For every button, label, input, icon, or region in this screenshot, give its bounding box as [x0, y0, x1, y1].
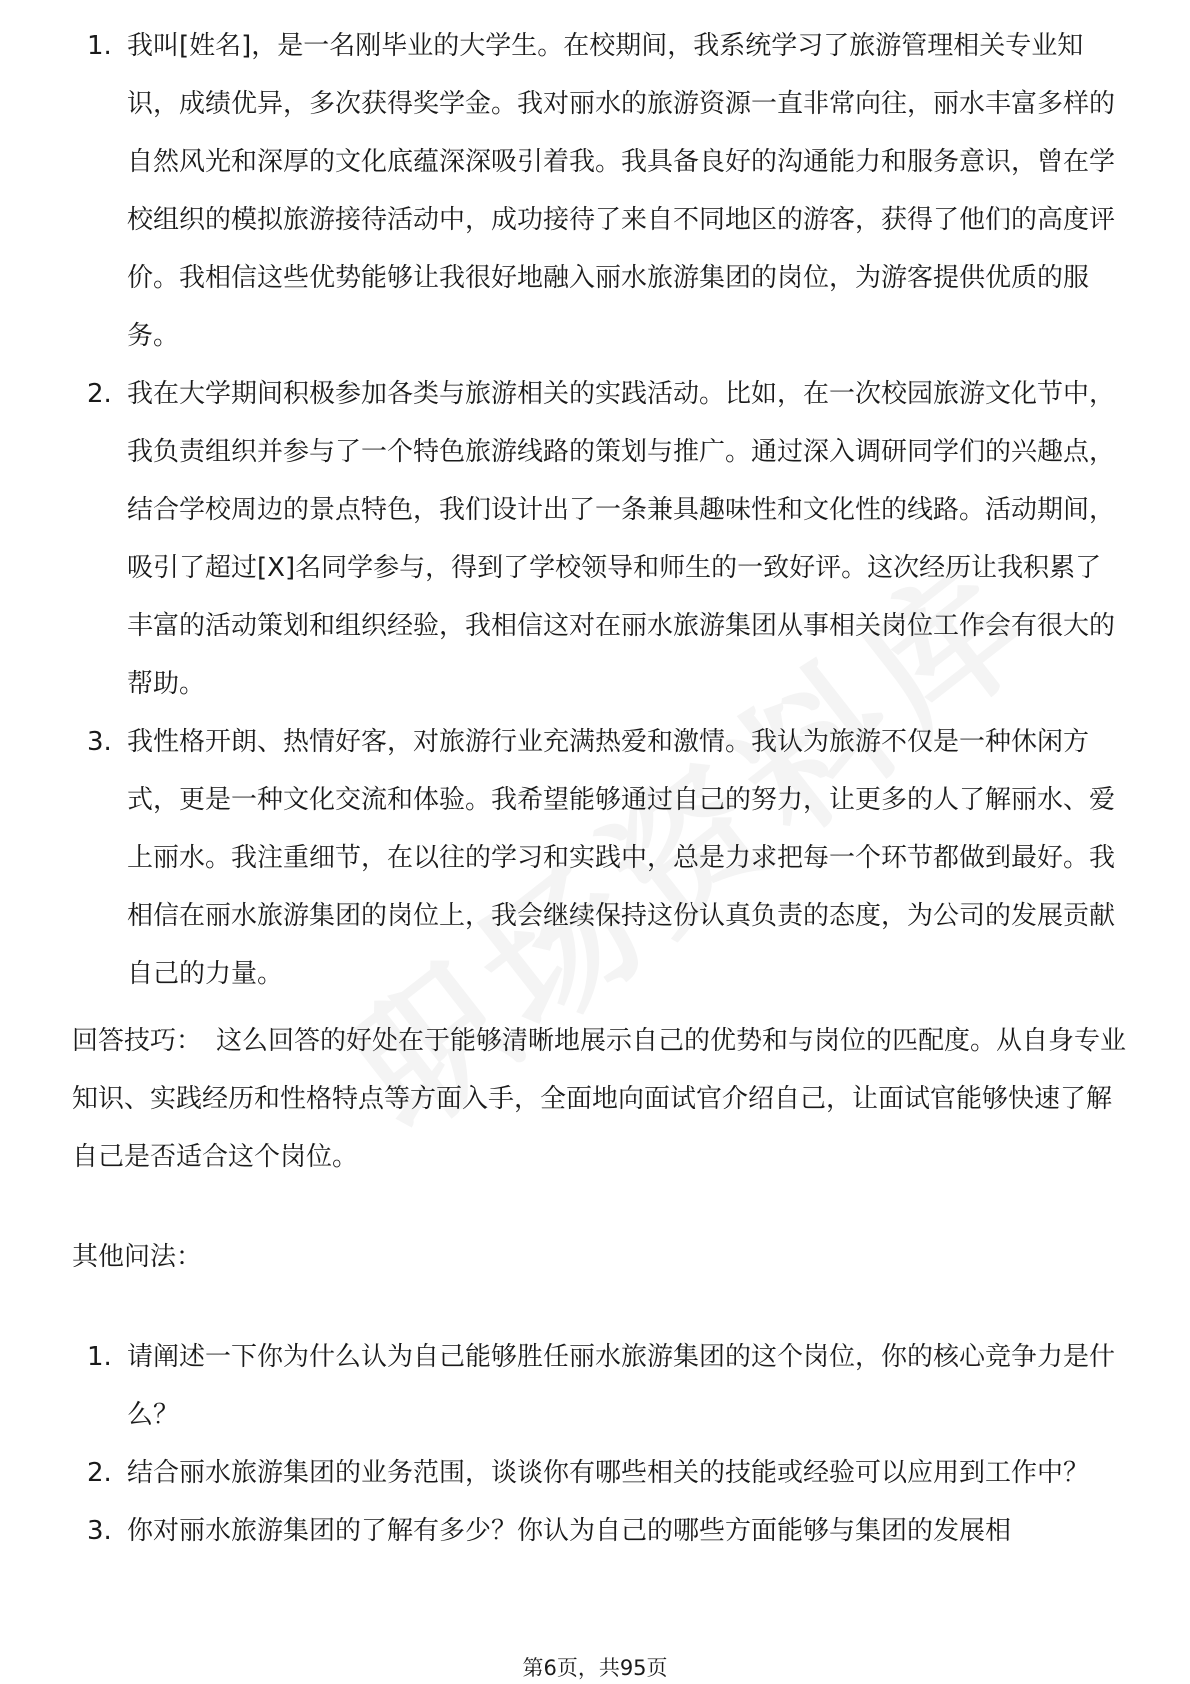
tips-label: 回答技巧：	[72, 1026, 203, 1056]
other-questions-list	[72, 1328, 1122, 1560]
tips-text: 这么回答的好处在于能够清晰地展示自己的优势和与岗位的匹配度。从自身专业知识、实践经历和性格特点等方面入手，全面地向面试官介绍自己，让面试官能够快速了解自己是否适合这个岗位。	[72, 1026, 1127, 1172]
list-text: 我性格开朗、热情好客，对旅游行业充满热爱和激情。我认为旅游不仅是一种休闲方式，更是一种文化交流和体验。我希望能够通过自己的努力，让更多的人了解丽水、爱上丽水。我注重细节，在以往的学习和实践中，总是力求把每一个环节都做到最好。我相信在丽水旅游集团的岗位上，我会继续保持这份认真负责的态度，为公司的发展贡献自己的力量。	[127, 727, 1116, 989]
list-item	[72, 17, 1122, 365]
list-text: 我在大学期间积极参加各类与旅游相关的实践活动。比如，在一次校园旅游文化节中，我负责组织并参与了一个特色旅游线路的策划与推广。通过深入调研同学们的兴趣点，结合学校周边的景点特色，我们设计出了一条兼具趣味性和文化性的线路。活动期间，吸引了超过[X]名同学参与，得到了学校领导和师生的一致好评。这次经历让我积累了丰富的活动策划和组织经验，我相信这对在丽水旅游集团从事相关岗位工作会有很大的帮助。	[127, 379, 1116, 699]
list-text: 你对丽水旅游集团的了解有多少？你认为自己的哪些方面能够与集团的发展相	[127, 1516, 1012, 1546]
list-item	[72, 365, 1122, 713]
list-number: 2.	[87, 1458, 112, 1488]
list-item	[72, 1328, 1122, 1444]
list-number: 2.	[87, 379, 112, 409]
list-text: 请阐述一下你为什么认为自己能够胜任丽水旅游集团的这个岗位，你的核心竞争力是什么？	[127, 1342, 1116, 1430]
other-questions-heading: 其他问法：	[72, 1242, 203, 1272]
list-number: 3.	[87, 1516, 112, 1546]
list-number: 1.	[87, 31, 112, 61]
answer-list	[72, 17, 1122, 1003]
list-item	[72, 1444, 1122, 1502]
answer-tips	[72, 1012, 1132, 1186]
list-item	[72, 713, 1122, 1003]
page-footer: 第6页，共95页	[522, 1656, 668, 1680]
list-number: 3.	[87, 727, 112, 757]
list-number: 1.	[87, 1342, 112, 1372]
list-item	[72, 1502, 1122, 1560]
list-text: 结合丽水旅游集团的业务范围，谈谈你有哪些相关的技能或经验可以应用到工作中？	[127, 1458, 1090, 1488]
list-text: 我叫[姓名]，是一名刚毕业的大学生。在校期间，我系统学习了旅游管理相关专业知识，成绩优异，多次获得奖学金。我对丽水的旅游资源一直非常向往，丽水丰富多样的自然风光和深厚的文化底蕴深深吸引着我。我具备良好的沟通能力和服务意识，曾在学校组织的模拟旅游接待活动中，成功接待了来自不同地区的游客，获得了他们的高度评价。我相信这些优势能够让我很好地融入丽水旅游集团的岗位，为游客提供优质的服务。	[127, 31, 1116, 351]
